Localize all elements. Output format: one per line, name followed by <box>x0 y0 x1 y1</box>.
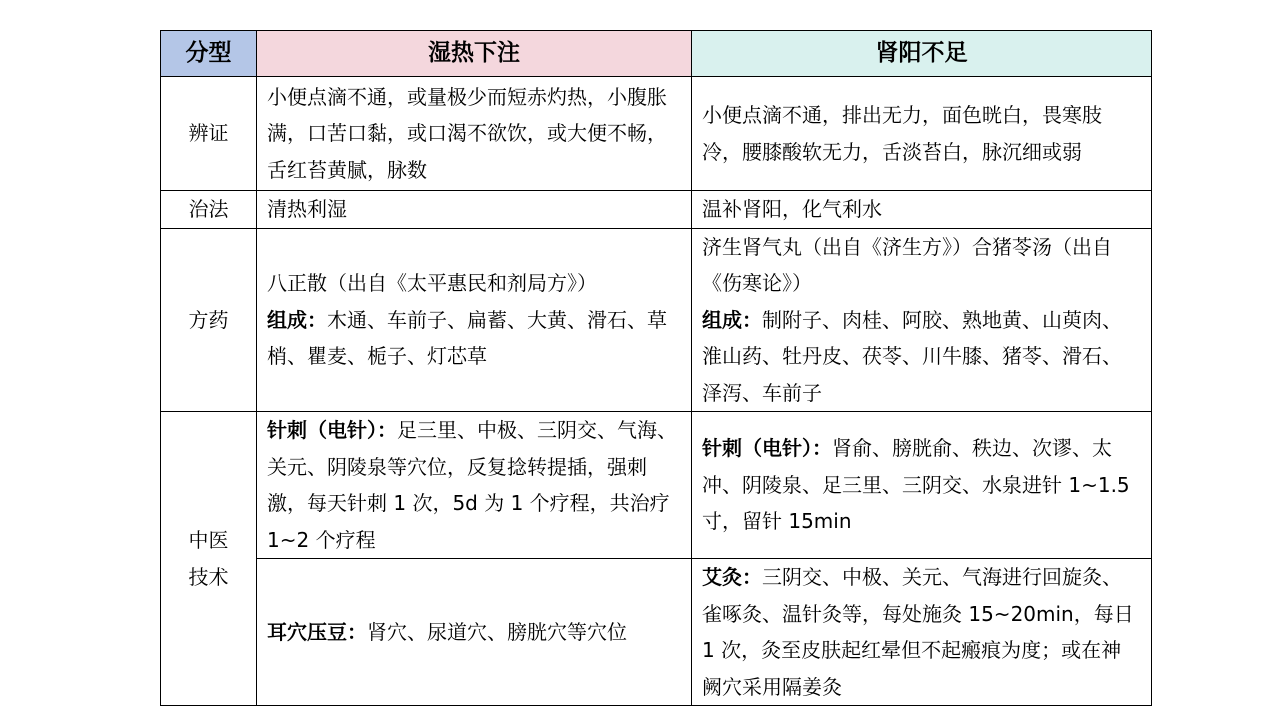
composition-label: 组成： <box>702 307 762 332</box>
row-label-line-2: 技术 <box>188 564 229 589</box>
cell-acupuncture-kidney-yang <box>692 412 1152 559</box>
formula-name-kidney-yang: 济生肾气丸（出自《济生方》）合猪苓汤（出自《伤寒论》） <box>702 234 1112 295</box>
composition-text: 制附子、肉桂、阿胶、熟地黄、山萸肉、淮山药、牡丹皮、茯苓、川牛膝、猪苓、滑石、泽泻、车前子 <box>702 307 1122 405</box>
composition-text: 木通、车前子、扁蓄、大黄、滑石、草梢、瞿麦、栀子、灯芯草 <box>267 307 667 368</box>
cell-acupuncture-damp-heat <box>257 412 692 559</box>
technique-text: 足三里、中极、三阴交、气海、关元、阴陵泉等穴位，反复捻转提插，强刺激，每天针刺 1 次，5d 为 1 个疗程，共治疗 1~2 个疗程 <box>267 418 677 552</box>
cell-treatment-kidney-yang: 温补肾阳，化气利水 <box>692 191 1152 229</box>
table-row-syndrome <box>161 77 1152 191</box>
cell-syndrome-kidney-yang: 小便点滴不通，排出无力，面色晄白，畏寒肢冷，腰膝酸软无力，舌淡苔白，脉沉细或弱 <box>692 77 1152 191</box>
cell-syndrome-damp-heat: 小便点滴不通，或量极少而短赤灼热，小腹胀满，口苦口黏，或口渴不欲饮，或大便不畅，舌红苔黄腻，脉数 <box>257 77 692 191</box>
table-row-prescription <box>161 228 1152 412</box>
header-kidney-yang: 肾阳不足 <box>692 31 1152 77</box>
cell-moxibustion-kidney-yang <box>692 559 1152 706</box>
cell-auricular-damp-heat <box>257 559 692 706</box>
formula-name-damp-heat: 八正散（出自《太平惠民和剂局方》） <box>267 271 597 295</box>
header-damp-heat: 湿热下注 <box>257 31 692 77</box>
technique-label: 艾灸： <box>702 565 762 589</box>
technique-text: 肾俞、膀胱俞、秩边、次谬、太冲、阴陵泉、足三里、三阴交、水泉进针 1~1.5 寸，留针 15min <box>702 436 1130 534</box>
composition-kidney-yang <box>702 302 1141 412</box>
technique-label: 针刺（电针）： <box>702 436 832 461</box>
row-label-prescription: 方药 <box>161 228 257 412</box>
composition-damp-heat <box>267 302 681 375</box>
technique-text: 肾穴、尿道穴、膀胱穴等穴位 <box>367 619 627 644</box>
cell-prescription-damp-heat <box>257 228 692 412</box>
row-label-line-1: 中医 <box>188 528 229 552</box>
technique-label: 针刺（电针）： <box>267 418 397 442</box>
cell-prescription-kidney-yang <box>692 228 1152 412</box>
composition-label: 组成： <box>267 307 327 332</box>
table-row-treatment <box>161 191 1152 229</box>
row-label-tcm-techniques <box>161 412 257 706</box>
technique-label: 耳穴压豆： <box>267 619 367 644</box>
header-row <box>161 31 1152 77</box>
table-row-auricular-moxibustion <box>161 559 1152 706</box>
row-label-treatment: 治法 <box>161 191 257 229</box>
header-type: 分型 <box>161 31 257 77</box>
tcm-comparison-table <box>160 30 1152 706</box>
row-label-syndrome: 辨证 <box>161 77 257 191</box>
cell-treatment-damp-heat: 清热利湿 <box>257 191 692 229</box>
table-row-acupuncture <box>161 412 1152 559</box>
technique-text: 三阴交、中极、关元、气海进行回旋灸、雀啄灸、温针灸等，每处施灸 15~20min，每日 1 次，灸至皮肤起红晕但不起瘢痕为度；或在神阙穴采用隔姜灸 <box>702 565 1134 699</box>
